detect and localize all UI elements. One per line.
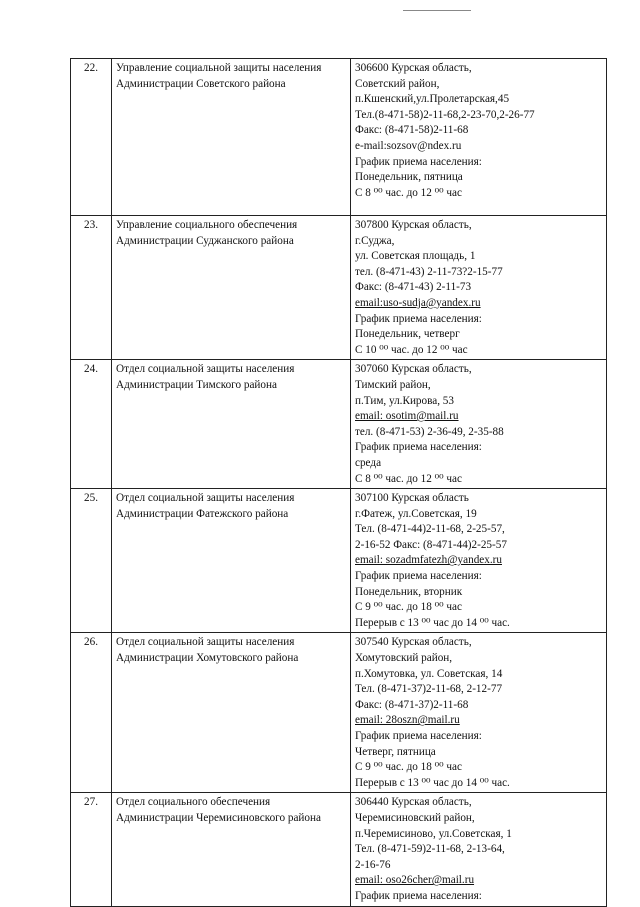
contact-line: С 8 ⁰⁰ час. до 12 ⁰⁰ час <box>355 472 462 485</box>
table-row <box>71 59 607 216</box>
contact-line: Факс: (8-471-58)2-11-68 <box>355 124 469 137</box>
contact-line: Перерыв с 13 ⁰⁰ час до 14 ⁰⁰ час. <box>355 776 510 789</box>
table-row <box>71 633 607 793</box>
department-name: Отдел социальной защиты населения Администрации Тимского района <box>112 360 351 489</box>
contact-line: г.Фатеж, ул.Советская, 19 <box>355 507 477 520</box>
contact-line: тел. (8-471-43) 2-11-73?2-15-77 <box>355 265 503 278</box>
contact-line: 2-16-52 Факс: (8-471-44)2-25-57 <box>355 538 507 551</box>
row-number: 27. <box>71 793 112 906</box>
contact-line: Тел. (8-471-37)2-11-68, 2-12-77 <box>355 683 503 696</box>
contact-line: Факс: (8-471-43) 2-11-73 <box>355 281 472 294</box>
department-name: Отдел социальной защиты населения Администрации Фатежского района <box>112 489 351 633</box>
contact-line: среда <box>355 456 382 469</box>
contact-line: График приема населения: <box>355 889 482 902</box>
contact-details <box>351 489 607 633</box>
contact-line: e-mail:sozsov@ndex.ru <box>355 139 462 152</box>
contact-details <box>351 59 607 216</box>
contact-details <box>351 360 607 489</box>
table-row <box>71 489 607 633</box>
contact-line: С 8 ⁰⁰ час. до 12 ⁰⁰ час <box>355 186 462 199</box>
department-name: Управление социальной защиты населения Администрации Советского района <box>112 59 351 216</box>
contact-line: Факс: (8-471-37)2-11-68 <box>355 698 469 711</box>
contact-line: г.Суджа, <box>355 234 395 247</box>
email-link[interactable]: email: 28oszn@mail.ru <box>355 714 460 727</box>
contact-line: Понедельник, пятница <box>355 171 463 184</box>
contact-line: тел. (8-471-53) 2-36-49, 2-35-88 <box>355 425 504 438</box>
contact-line: С 9 ⁰⁰ час. до 18 ⁰⁰ час <box>355 761 462 774</box>
row-number: 26. <box>71 633 112 793</box>
contact-line: п.Кшенский,ул.Пролетарская,45 <box>355 93 510 106</box>
contact-line: 2-16-76 <box>355 858 391 871</box>
contact-line: Перерыв с 13 ⁰⁰ час до 14 ⁰⁰ час. <box>355 616 510 629</box>
contact-line: График приема населения: <box>355 441 482 454</box>
contact-line: Тел. (8-471-59)2-11-68, 2-13-64, <box>355 843 505 856</box>
contact-line: С 10 ⁰⁰ час. до 12 ⁰⁰ час <box>355 343 468 356</box>
contact-details <box>351 793 607 906</box>
contact-line: С 9 ⁰⁰ час. до 18 ⁰⁰ час <box>355 601 462 614</box>
top-rule <box>403 10 471 11</box>
row-number: 22. <box>71 59 112 216</box>
contact-line: ул. Советская площадь, 1 <box>355 250 476 263</box>
contact-line: График приема населения: <box>355 570 482 583</box>
contact-line: 307100 Курская область <box>355 492 469 505</box>
contact-line: п.Черемисиново, ул.Советская, 1 <box>355 827 512 840</box>
contact-line: График приема населения: <box>355 730 482 742</box>
table-body <box>71 59 607 907</box>
contact-line: 307800 Курская область, <box>355 219 472 231</box>
department-name: Отдел социального обеспечения Администрации Черемисиновского района <box>112 793 351 906</box>
contact-line: п.Тим, ул.Кирова, 53 <box>355 394 454 407</box>
row-number: 24. <box>71 360 112 489</box>
contact-line: Советский район, <box>355 77 440 90</box>
contact-line: 306440 Курская область, <box>355 796 472 809</box>
contacts-table <box>70 58 607 907</box>
contact-line: п.Хомутовка, ул. Советская, 14 <box>355 667 503 680</box>
email-link[interactable]: email: sozadmfatezh@yandex.ru <box>355 554 502 567</box>
department-name: Управление социального обеспечения Администрации Суджанского района <box>112 216 351 360</box>
row-number: 23. <box>71 216 112 360</box>
contact-details <box>351 216 607 360</box>
contact-line: График приема населения: <box>355 312 482 325</box>
table-row <box>71 360 607 489</box>
table-row <box>71 793 607 906</box>
contact-line: Понедельник, вторник <box>355 585 463 598</box>
contact-line: Тимский район, <box>355 378 431 391</box>
contact-details <box>351 633 607 793</box>
contact-line: Понедельник, четверг <box>355 328 460 341</box>
contact-line: График приема населения: <box>355 155 482 168</box>
department-name: Отдел социальной защиты населения Администрации Хомутовского района <box>112 633 351 793</box>
contact-line: 307540 Курская область, <box>355 636 472 649</box>
contact-line: Черемисиновский район, <box>355 811 475 824</box>
contact-line: Четверг, пятница <box>355 745 436 758</box>
contact-line: 307060 Курская область, <box>355 363 472 376</box>
contact-line: Тел.(8-471-58)2-11-68,2-23-70,2-26-77 <box>355 108 535 121</box>
row-number: 25. <box>71 489 112 633</box>
contact-line: 306600 Курская область, <box>355 62 472 74</box>
email-link[interactable]: email: oso26cher@mail.ru <box>355 874 475 887</box>
email-link[interactable]: email: osotim@mail.ru <box>355 410 459 423</box>
contact-line: Хомутовский район, <box>355 652 453 665</box>
table-row <box>71 216 607 360</box>
contact-line: Тел. (8-471-44)2-11-68, 2-25-57, <box>355 523 505 536</box>
email-link[interactable]: email:uso-sudja@yandex.ru <box>355 296 481 309</box>
